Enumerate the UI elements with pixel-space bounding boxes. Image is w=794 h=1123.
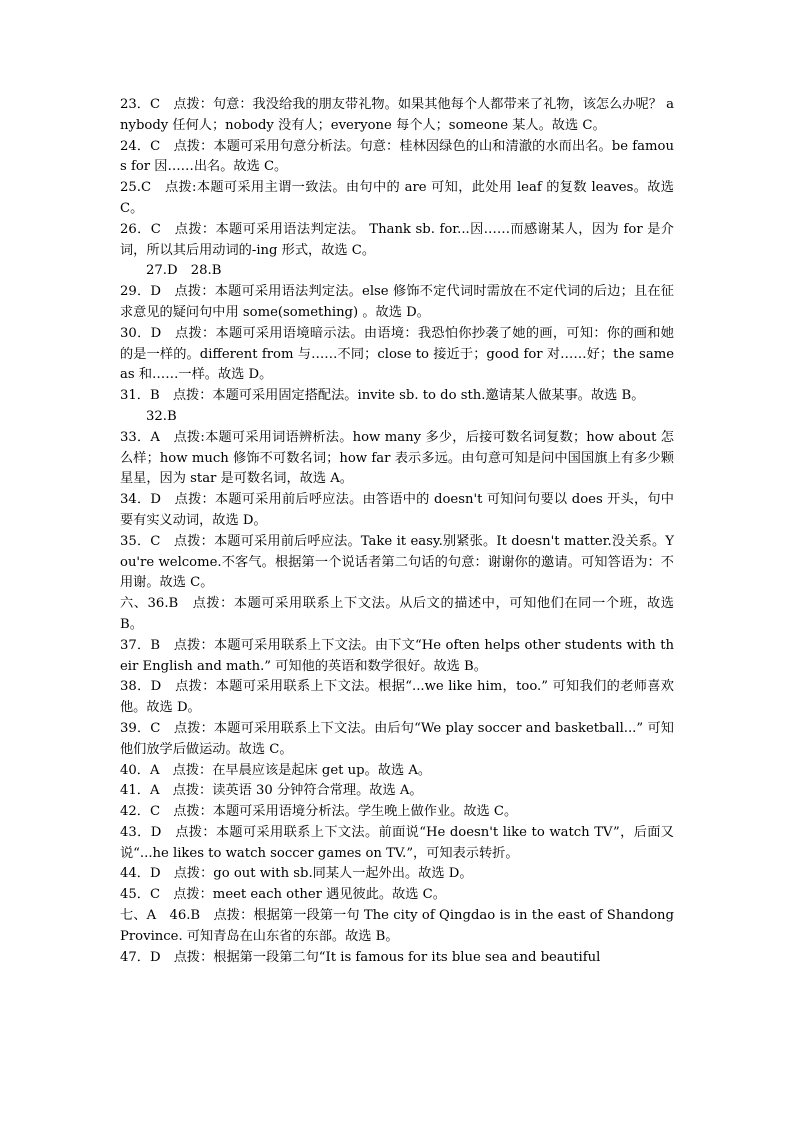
answer-40: 40．A 点拨：在早晨应该是起床 get up。故选 A。 [120, 762, 432, 778]
answer-35: 35．C 点拨：本题可采用前后呼应法。Take it easy.别紧张。It doesn't matter.没关系。You're welcome.不客气。根据第一个说话者第二句话的句意：谢谢你的邀请。可知答语为：不用谢。故选 C。 [120, 533, 674, 591]
answer-34: 34．D 点拨：本题可采用前后呼应法。由答语中的 doesn't 可知问句要以 does 开头，句中要有实义动词，故选 D。 [120, 492, 674, 528]
answer-32: 32.B [146, 408, 177, 424]
answer-42: 42．C 点拨：本题可采用语境分析法。学生晚上做作业。故选 C。 [120, 804, 518, 820]
answer-29: 29．D 点拨：本题可采用语法判定法。else 修饰不定代词时需放在不定代词的后边；且在征求意见的疑问句中用 some(something) 。故选 D。 [120, 284, 674, 320]
answer-44: 44．D 点拨：go out with sb.同某人一起外出。故选 D。 [120, 866, 473, 882]
answer-explanations [120, 95, 674, 968]
answer-36: 六、36.B 点拨：本题可采用联系上下文法。从后文的描述中，可知他们在同一个班，故选 B。 [120, 596, 674, 632]
answer-30: 30．D 点拨：本题可采用语境暗示法。由语境：我恐怕你抄袭了她的画，可知：你的画和她的是一样的。different from 与……不同；close to 接近于；good for 对……好；the same as 和……一样。故选 D。 [120, 325, 674, 383]
answer-43: 43．D 点拨：本题可采用联系上下文法。前面说“He doesn't like to watch TV”，后面又说“...he likes to watch soccer games on TV.”，可知表示转折。 [120, 824, 674, 861]
answer-39: 39．C 点拨：本题可采用联系上下文法。由后句“We play soccer and basketball...” 可知他们放学后做运动。故选 C。 [120, 720, 674, 757]
answer-23: 23．C 点拨：句意：我没给我的朋友带礼物。如果其他每个人都带来了礼物，该怎么办呢？ anybody 任何人；nobody 没有人；everyone 每个人；someone 某人。故选 C。 [120, 97, 674, 133]
answer-31: 31．B 点拨：本题可采用固定搭配法。invite sb. to do sth.邀请某人做某事。故选 B。 [120, 388, 645, 404]
answer-41: 41．A 点拨：读英语 30 分钟符合常理。故选 A。 [120, 783, 423, 799]
answer-38: 38．D 点拨：本题可采用联系上下文法。根据“...we like him，too.” 可知我们的老师喜欢他。故选 D。 [120, 679, 674, 716]
answer-27-28: 27.D 28.B [146, 263, 222, 279]
answer-33: 33．A 点拨:本题可采用词语辨析法。how many 多少，后接可数名词复数；how about 怎么样；how much 修饰不可数名词；how far 表示多远。由句意可知是问中国国旗上有多少颗星星，因为 star 是可数名词，故选 A。 [120, 429, 674, 487]
answer-46: 七、A 46.B 点拨：根据第一段第一句 The city of Qingdao is in the east of Shandong Province. 可知青岛在山东省的东部。故选 B。 [120, 908, 674, 944]
answer-47: 47．D 点拨：根据第一段第二句“It is famous for its blue sea and beautiful [120, 949, 601, 965]
answer-45: 45．C 点拨：meet each other 遇见彼此。故选 C。 [120, 887, 446, 903]
answer-25: 25.C 点拨:本题可采用主谓一致法。由句中的 are 可知，此处用 leaf 的复数 leaves。故选 C。 [120, 180, 674, 216]
answer-24: 24．C 点拨：本题可采用句意分析法。句意：桂林因绿色的山和清澈的水而出名。be famous for 因……出名。故选 C。 [120, 138, 674, 175]
answer-26: 26．C 点拨：本题可采用语法判定法。 Thank sb. for...因……而感谢某人，因为 for 是介词，所以其后用动词的-ing 形式，故选 C。 [120, 221, 674, 258]
answer-37: 37．B 点拨：本题可采用联系上下文法。由下文“He often helps other students with their English and math.” 可知他的英语和数学很好。故选 B。 [120, 637, 674, 674]
